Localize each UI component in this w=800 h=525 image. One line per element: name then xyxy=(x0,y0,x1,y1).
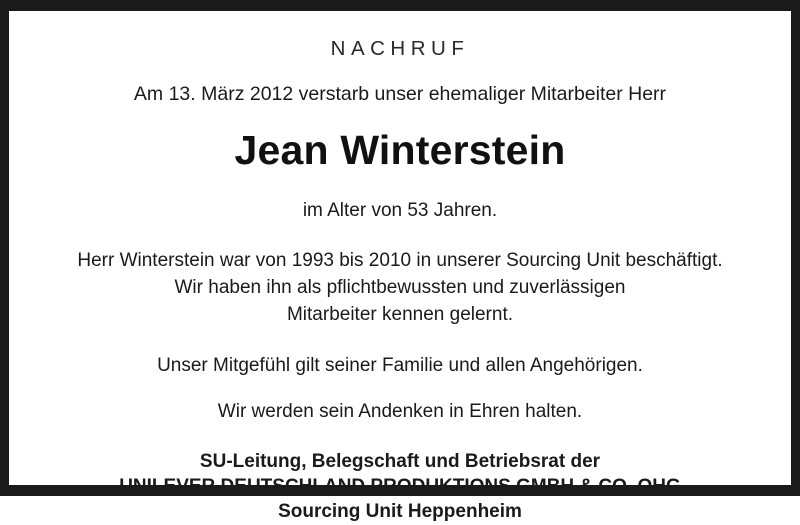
body-line: Herr Winterstein war von 1993 bis 2010 in unserer Sourcing Unit beschäftigt. xyxy=(77,250,723,271)
signature-line: SU-Leitung, Belegschaft und Betriebsrat der xyxy=(199,450,601,472)
deceased-name: Jean Winterstein xyxy=(234,127,566,173)
body-line: Mitarbeiter kennen gelernt. xyxy=(286,303,513,325)
remembrance-text: Wir werden sein Andenken in Ehren halten. xyxy=(217,400,583,422)
notice-intro-text: Am 13. März 2012 verstarb unser ehemaliger Mitarbeiter Herr xyxy=(133,83,667,105)
notice-body xyxy=(77,248,722,329)
signature-block xyxy=(119,449,681,525)
body-line: Wir haben ihn als pflichtbewussten und zuverlässigen xyxy=(174,276,626,298)
age-line: im Alter von 53 Jahren. xyxy=(302,200,498,221)
signature-line: Sourcing Unit Heppenheim xyxy=(278,501,522,523)
signature-line: UNILEVER DEUTSCHLAND PRODUKTIONS GMBH & CO. OHG xyxy=(119,476,681,498)
condolence-text: Unser Mitgefühl gilt seiner Familie und allen Angehörigen. xyxy=(157,354,643,376)
notice-heading: NACHRUF xyxy=(330,37,470,60)
notice-content xyxy=(9,11,791,523)
